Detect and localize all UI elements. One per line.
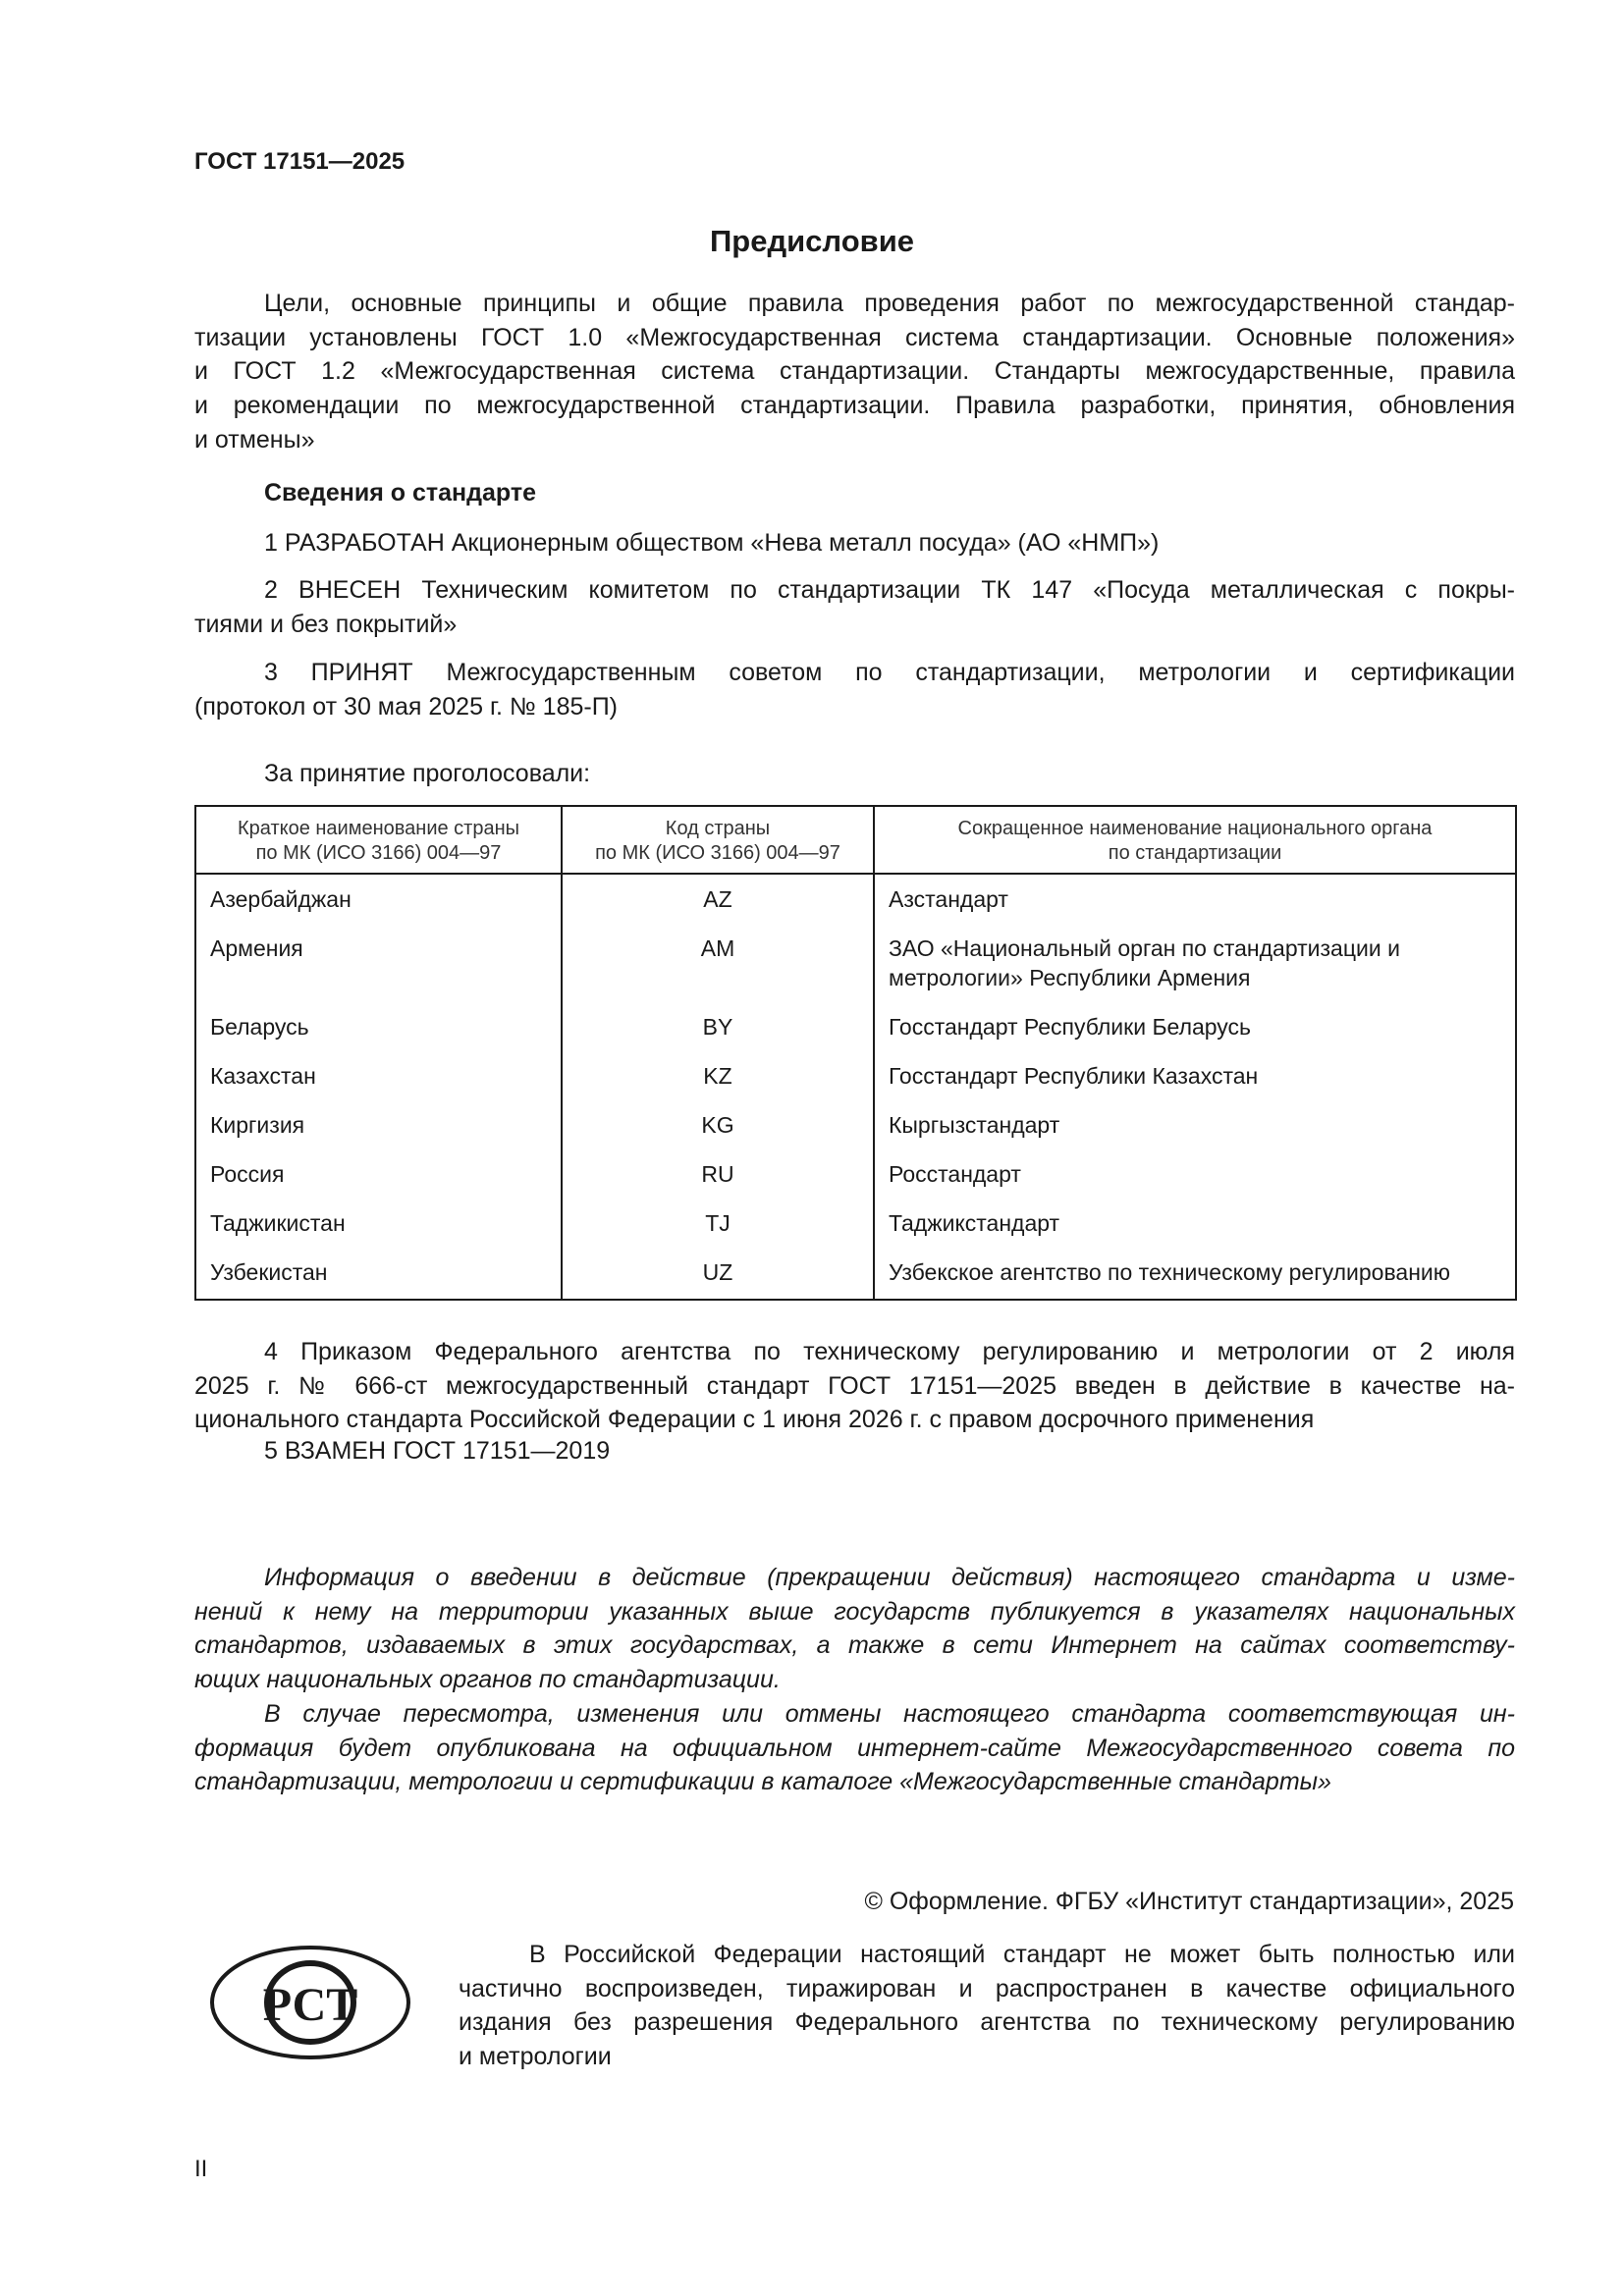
col-header-code: Код страны по МК (ИСО 3166) 004—97 (562, 806, 874, 874)
notice-revision (194, 1697, 1515, 1799)
svg-text:РСТ: РСТ (262, 1979, 358, 2031)
country-cell: Азербайджан (195, 874, 562, 934)
code-cell: KZ (562, 1061, 874, 1110)
body-cell: Росстандарт (889, 1161, 1021, 1187)
intro-line: и рекомендации по межгосударственной стандартизации. Правила разработки, принятия, обновления (194, 392, 1515, 420)
code-cell: TJ (562, 1208, 874, 1257)
country-cell: Россия (195, 1159, 562, 1208)
intro-paragraph (194, 287, 1515, 457)
rights-line: издания без разрешения Федерального агентства по техническому регулированию (459, 2008, 1515, 2037)
item-developed: 1 РАЗРАБОТАН Акционерным обществом «Нева металл посуда» (АО «НМП») (264, 529, 1160, 557)
rights-line: В Российской Федерации настоящий стандарт не может быть полностью или (529, 1941, 1515, 1968)
code-cell: AZ (562, 874, 874, 934)
country-cell: Узбекистан (195, 1257, 562, 1300)
col-header-country: Краткое наименование страны по МК (ИСО 3166) 004—97 (195, 806, 562, 874)
item-line: (протокол от 30 мая 2025 г. № 185-П) (194, 692, 618, 721)
voted-label: За принятие проголосовали: (264, 760, 591, 787)
table-row (195, 1012, 1516, 1061)
country-cell: Таджикистан (195, 1208, 562, 1257)
item-line: 2025 г. № 666-ст межгосударственный стандарт ГОСТ 17151—2025 введен в действие в качестве на- (194, 1371, 1515, 1400)
code-cell: BY (562, 1012, 874, 1061)
table-row (195, 874, 1516, 934)
item-line: 4 Приказом Федерального агентства по техническому регулированию и метрологии от 2 июля (264, 1338, 1515, 1365)
item-line: тиями и без покрытий» (194, 610, 458, 638)
pst-certification-mark-icon (209, 1944, 411, 2061)
table-row (195, 1110, 1516, 1159)
body-cell: ЗАО «Национальный орган по стандартизации и метрологии» Республики Армения (889, 935, 1400, 990)
code-cell: UZ (562, 1257, 874, 1300)
table-row (195, 1159, 1516, 1208)
notice-line: формация будет опубликована на официальном интернет-сайте Межгосударственного совета по (194, 1734, 1515, 1762)
page-title: Предисловие (709, 224, 914, 258)
item-line: ционального стандарта Российской Федерации с 1 июня 2026 г. с правом досрочного применения (194, 1406, 1315, 1434)
item-enacted (194, 1335, 1515, 1437)
table-header-row (195, 806, 1516, 874)
body-cell: Узбекское агентство по техническому регулированию (889, 1259, 1451, 1285)
notice-line: стандартов, издаваемых в этих государствах, а также в сети Интернет на сайтах соответству- (194, 1631, 1515, 1660)
notice-line: ющих национальных органов по стандартизации. (194, 1666, 781, 1694)
notice-line: Информация о введении в действие (прекращении действия) настоящего стандарта и изме- (264, 1564, 1515, 1591)
intro-line: тизации установлены ГОСТ 1.0 «Межгосударственная система стандартизации. Основные положения» (194, 323, 1515, 351)
item-adopted (194, 656, 1515, 723)
country-cell: Армения (195, 934, 562, 1012)
item-replaces: 5 ВЗАМЕН ГОСТ 17151—2019 (264, 1437, 611, 1465)
body-cell: Госстандарт Республики Беларусь (889, 1014, 1252, 1040)
body-cell: Таджикстандарт (889, 1210, 1060, 1236)
page-number: II (194, 2156, 208, 2182)
item-submitted (194, 573, 1515, 641)
col-header-body: Сокращенное наименование национального органа по стандартизации (874, 806, 1516, 874)
notice-line: нений к нему на территории указанных выше государств публикуется в указателях национальных (194, 1597, 1515, 1626)
country-cell: Казахстан (195, 1061, 562, 1110)
code-cell: AM (562, 934, 874, 1012)
item-line: 2 ВНЕСЕН Техническим комитетом по стандартизации ТК 147 «Посуда металлическая с покры- (264, 576, 1515, 604)
code-cell: KG (562, 1110, 874, 1159)
rights-line: частично воспроизведен, тиражирован и распространен в качестве официального (459, 1974, 1515, 2002)
table-row (195, 934, 1516, 1012)
body-cell: Азстандарт (889, 886, 1008, 912)
item-line: 3 ПРИНЯТ Межгосударственным советом по стандартизации, метрологии и сертификации (264, 659, 1515, 686)
country-cell: Киргизия (195, 1110, 562, 1159)
table-row (195, 1208, 1516, 1257)
copyright-line: © Оформление. ФГБУ «Институт стандартизации», 2025 (864, 1888, 1514, 1915)
code-cell: RU (562, 1159, 874, 1208)
rights-notice (459, 1938, 1515, 2074)
standard-code-header: ГОСТ 17151—2025 (194, 148, 406, 175)
rights-line: и метрологии (459, 2043, 612, 2071)
notice-introduction (194, 1561, 1515, 1697)
country-cell: Беларусь (195, 1012, 562, 1061)
table-row (195, 1257, 1516, 1300)
notice-line: В случае пересмотра, изменения или отмены настоящего стандарта соответствующая ин- (264, 1700, 1515, 1728)
table-row (195, 1061, 1516, 1110)
info-heading: Сведения о стандарте (264, 479, 537, 507)
body-cell: Госстандарт Республики Казахстан (889, 1063, 1259, 1089)
voting-table (194, 805, 1517, 1301)
body-cell: Кыргызстандарт (889, 1112, 1060, 1138)
intro-line: и отмены» (194, 425, 315, 454)
notice-line: стандартизации, метрологии и сертификации в каталоге «Межгосударственные стандарты» (194, 1768, 1331, 1796)
intro-line: и ГОСТ 1.2 «Межгосударственная система стандартизации. Стандарты межгосударственные, правила (194, 357, 1515, 386)
intro-line: Цели, основные принципы и общие правила проведения работ по межгосударственной стандар- (264, 290, 1515, 317)
